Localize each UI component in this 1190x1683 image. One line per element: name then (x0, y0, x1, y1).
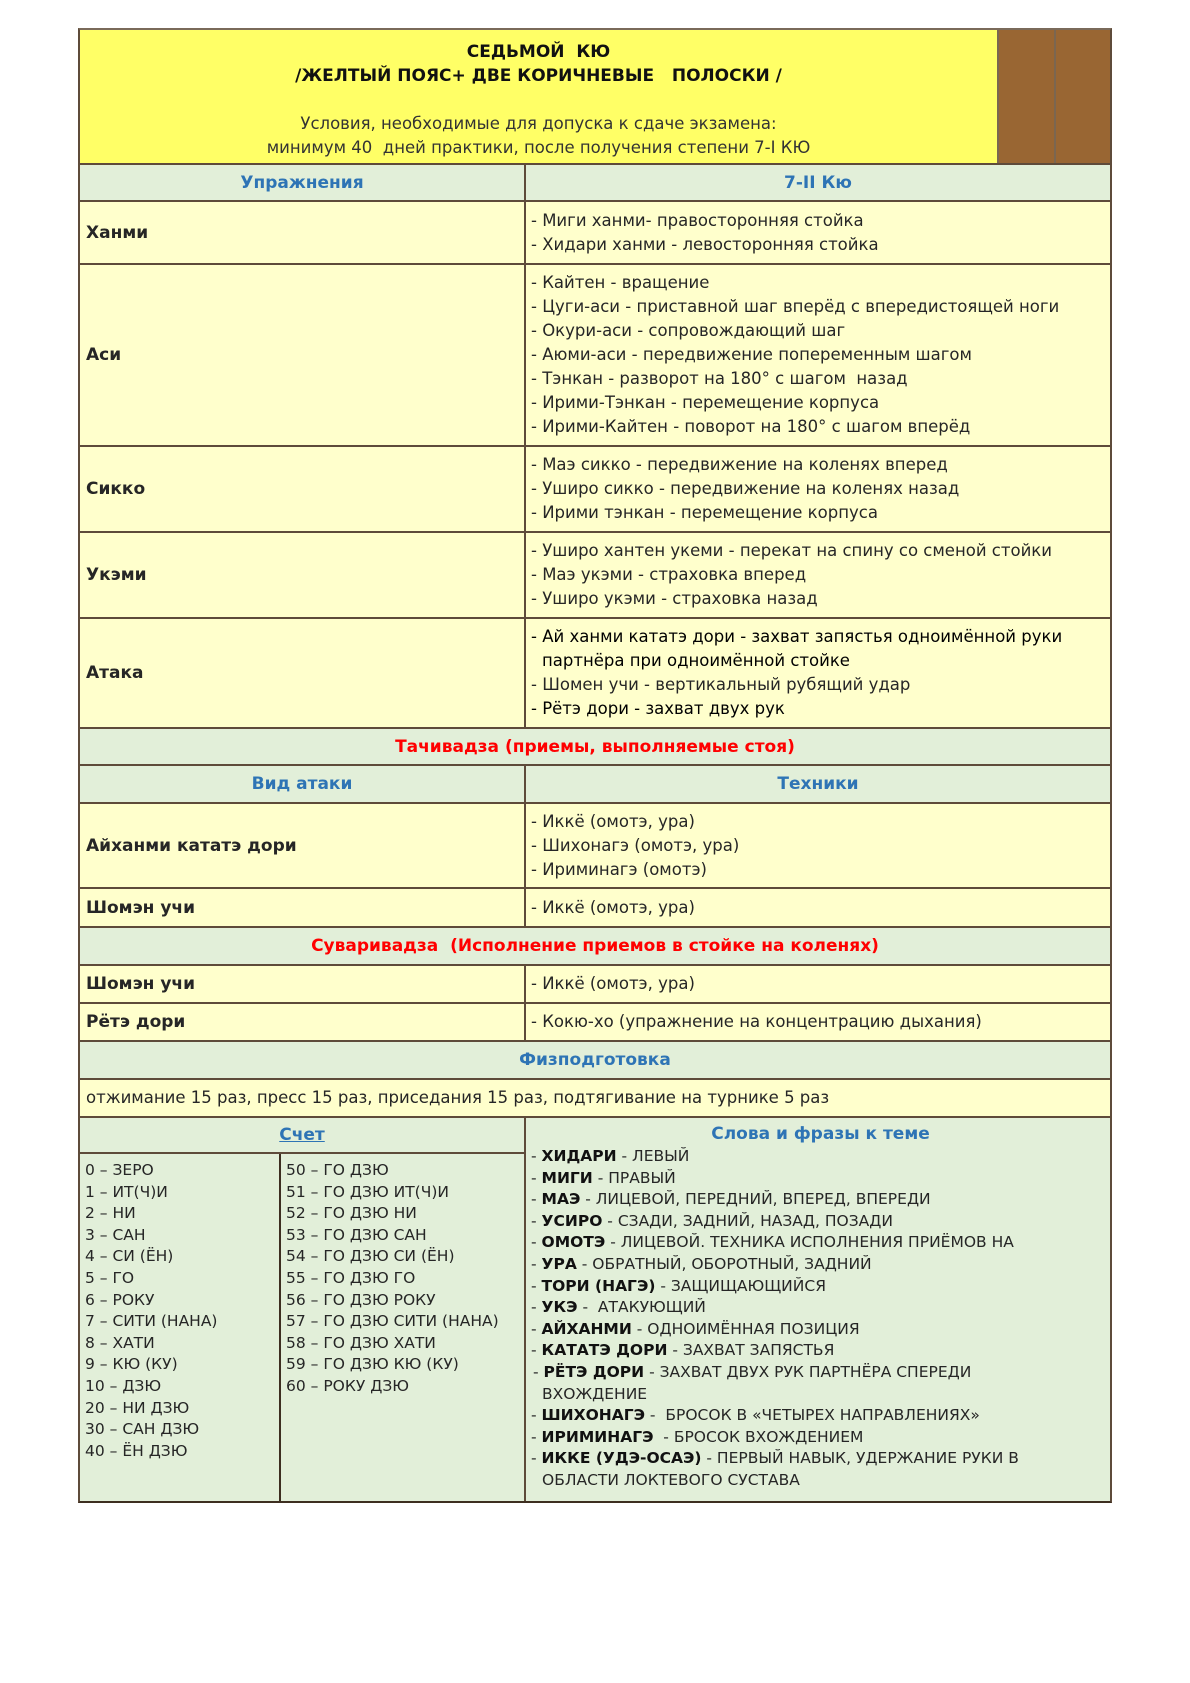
vocab-term: УКЭ (541, 1298, 578, 1317)
row-item: - Рётэ дори - захват двух рук (531, 699, 785, 718)
count-item: 8 – ХАТИ (85, 1333, 155, 1352)
count-item: 58 – ГО ДЗЮ ХАТИ (286, 1333, 436, 1352)
table-row (80, 447, 1110, 533)
count-item: 40 – ЁН ДЗЮ (85, 1441, 188, 1460)
count-item: 2 – НИ (85, 1204, 136, 1223)
row-label: Ханми (86, 222, 149, 243)
section-header-tachiwaza (80, 729, 1110, 766)
row-item: - Шихонагэ (омотэ, ура) (531, 835, 740, 855)
vocab-item: - АЙХАНМИ - ОДНОИМЁННАЯ ПОЗИЦИЯ (531, 1319, 860, 1338)
table-row (80, 804, 1110, 889)
row-item: - Иккё (омотэ, ура) (531, 897, 695, 917)
vocab-def: - СЗАДИ, ЗАДНИЙ, НАЗАД, ПОЗАДИ (602, 1211, 893, 1230)
vocabulary-title: Слова и фразы к теме (711, 1124, 930, 1144)
exam-requirements-table (78, 28, 1112, 1503)
row-item: - Ай ханми кататэ дори - захват запястья одноимённой руки (531, 627, 1063, 646)
row-item: - Шомен учи - вертикальный рубящий удар (531, 675, 911, 694)
table-row (80, 966, 1110, 1004)
row-label: Аси (86, 345, 122, 365)
row-item: - Уширо хантен укеми - перекат на спину со сменой стойки (531, 541, 1052, 560)
vocab-term: УСИРО (541, 1211, 603, 1230)
vocab-def: - ЗАХВАТ ДВУХ РУК ПАРТНЁРА СПЕРЕДИ (644, 1362, 972, 1381)
conditions-line-2: минимум 40 дней практики, после получения степени 7-I КЮ (266, 138, 811, 157)
counting-title: Счет (279, 1125, 325, 1145)
row-item: - Тэнкан - разворот на 180° с шагом назад (531, 369, 908, 388)
tachiwaza-columns-row (80, 766, 1110, 804)
count-item: 4 – СИ (ЁН) (85, 1247, 174, 1266)
vocab-term: МАЭ (541, 1190, 581, 1209)
vocab-term: ХИДАРИ (541, 1147, 617, 1165)
section-header-suwariwaza (80, 928, 1110, 966)
vocab-term: ИККЕ (УДЭ-ОСАЭ) (541, 1449, 702, 1468)
exercises-header-row (80, 165, 1110, 202)
row-item: - Ирими-Кайтен - поворот на 180° с шагом вперёд (531, 417, 971, 436)
row-label: Атака (86, 663, 144, 683)
vocab-item: - РЁТЭ ДОРИ - ЗАХВАТ ДВУХ РУК ПАРТНЁРА СПЕРЕДИ (533, 1362, 972, 1381)
vocabulary-section (526, 1118, 1110, 1501)
count-item: 55 – ГО ДЗЮ ГО (286, 1268, 416, 1287)
column-header-techniques: Техники (777, 774, 859, 794)
vocab-term: РЁТЭ ДОРИ (543, 1362, 645, 1381)
table-row (80, 265, 1110, 447)
vocab-def: - ПРАВЫЙ (592, 1168, 676, 1187)
vocab-term: ИРИМИНАГЭ (541, 1427, 654, 1446)
vocab-def: - ЗАЩИЩАЮЩИЙСЯ (655, 1276, 826, 1295)
count-item: 9 – КЮ (КУ) (85, 1355, 178, 1374)
column-header-rank: 7-II Кю (784, 172, 852, 193)
count-item: 59 – ГО ДЗЮ КЮ (КУ) (286, 1355, 459, 1374)
row-label: Шомэн учи (86, 897, 195, 918)
vocab-term: КАТАТЭ ДОРИ (541, 1341, 668, 1360)
brown-stripe-1 (997, 30, 1054, 163)
vocab-item: - ТОРИ (НАГЭ) - ЗАЩИЩАЮЩИЙСЯ (531, 1276, 826, 1295)
column-header-exercises: Упражнения (240, 172, 364, 193)
vocab-def: - ЛИЦЕВОЙ. ТЕХНИКА ИСПОЛНЕНИЯ ПРИЁМОВ НА (605, 1233, 1014, 1252)
vocab-item-continuation: ВХОЖДЕНИЕ (542, 1384, 648, 1403)
vocab-item: - МАЭ - ЛИЦЕВОЙ, ПЕРЕДНИЙ, ВПЕРЕД, ВПЕРЕДИ (531, 1190, 931, 1209)
physical-requirements-text: отжимание 15 раз, пресс 15 раз, приседания 15 раз, подтягивание на турнике 5 раз (86, 1088, 830, 1107)
table-row (80, 533, 1110, 619)
count-item: 0 – ЗЕРО (85, 1161, 154, 1179)
count-item: 51 – ГО ДЗЮ ИТ(Ч)И (286, 1182, 449, 1201)
row-item: - Ириминагэ (омотэ) (531, 859, 707, 879)
vocab-def: - ЗАХВАТ ЗАПЯСТЬЯ (667, 1341, 835, 1360)
vocab-item: - УСИРО - СЗАДИ, ЗАДНИЙ, НАЗАД, ПОЗАДИ (531, 1211, 893, 1230)
vocab-term: МИГИ (541, 1168, 593, 1187)
count-item: 52 – ГО ДЗЮ НИ (286, 1204, 417, 1223)
section-title: Физподготовка (519, 1050, 671, 1070)
row-item: - Маэ сикко - передвижение на коленях вперед (531, 455, 948, 474)
counting-section (80, 1118, 526, 1501)
vocab-item: - ОМОТЭ - ЛИЦЕВОЙ. ТЕХНИКА ИСПОЛНЕНИЯ ПРИЁМОВ НА (531, 1233, 1014, 1252)
vocab-term: ШИХОНАГЭ (541, 1406, 645, 1425)
row-item: партнёра при одноимённой стойке (542, 651, 850, 670)
rank-title: СЕДЬМОЙ КЮ (466, 42, 611, 62)
count-item: 60 – РОКУ ДЗЮ (286, 1376, 410, 1395)
vocab-item: - МИГИ - ПРАВЫЙ (531, 1168, 676, 1187)
table-row (80, 889, 1110, 928)
row-item: - Иккё (омотэ, ура) (531, 974, 695, 993)
count-item: 10 – ДЗЮ (85, 1376, 162, 1395)
vocab-def: - БРОСОК ВХОЖДЕНИЕМ (653, 1427, 864, 1446)
row-item: - Цуги-аси - приставной шаг вперёд с впередистоящей ноги (531, 297, 1060, 316)
row-item: - Миги ханми- правосторонняя стойка (531, 210, 864, 230)
vocab-item: - ИККЕ (УДЭ-ОСАЭ) - ПЕРВЫЙ НАВЫК, УДЕРЖАНИЕ РУКИ В (531, 1449, 1019, 1468)
row-label: Укэми (86, 565, 147, 585)
count-item: 53 – ГО ДЗЮ САН (286, 1225, 427, 1244)
row-item: - Маэ укэми - страховка вперед (531, 565, 807, 584)
count-item: 30 – САН ДЗЮ (85, 1420, 200, 1439)
count-item: 56 – ГО ДЗЮ РОКУ (286, 1290, 436, 1309)
count-item: 50 – ГО ДЗЮ (286, 1161, 389, 1179)
vocab-item: - ХИДАРИ - ЛЕВЫЙ (531, 1147, 690, 1165)
table-row (80, 619, 1110, 729)
vocab-def: - ОБРАТНЫЙ, ОБОРОТНЫЙ, ЗАДНИЙ (576, 1254, 872, 1273)
table-row (80, 1004, 1110, 1042)
vocab-def: - БРОСОК В «ЧЕТЫРЕХ НАПРАВЛЕНИЯХ» (645, 1406, 980, 1425)
row-item: - Уширо укэми - страховка назад (531, 589, 818, 608)
belt-description: /ЖЕЛТЫЙ ПОЯС+ ДВЕ КОРИЧНЕВЫЕ ПОЛОСКИ / (295, 66, 782, 86)
row-label: Айханми кататэ дори (86, 835, 297, 856)
row-item: - Уширо сикко - передвижение на коленях назад (531, 479, 960, 498)
conditions-line-1: Условия, необходимые для допуска к сдаче экзамена: (300, 114, 777, 133)
count-item: 5 – ГО (85, 1268, 135, 1287)
vocab-def: - АТАКУЮЩИЙ (577, 1298, 706, 1317)
counting-column-1 (80, 1154, 281, 1501)
counting-column-2 (281, 1154, 524, 1501)
brown-stripe-2 (1054, 30, 1110, 163)
vocab-item: - УКЭ - АТАКУЮЩИЙ (531, 1298, 706, 1317)
row-item: - Ирими-Тэнкан - перемещение корпуса (531, 393, 880, 412)
vocab-item: - УРА - ОБРАТНЫЙ, ОБОРОТНЫЙ, ЗАДНИЙ (531, 1254, 872, 1273)
section-title: Тачивадза (приемы, выполняемые стоя) (395, 736, 795, 757)
vocab-item: - ШИХОНАГЭ - БРОСОК В «ЧЕТЫРЕХ НАПРАВЛЕНИЯХ» (531, 1406, 980, 1425)
vocab-def: - ЛЕВЫЙ (616, 1147, 690, 1165)
vocab-def: - ЛИЦЕВОЙ, ПЕРЕДНИЙ, ВПЕРЕД, ВПЕРЕДИ (580, 1190, 931, 1209)
row-item: - Иккё (омотэ, ура) (531, 811, 695, 831)
table-row (80, 202, 1110, 265)
row-item: - Хидари ханми - левосторонняя стойка (531, 234, 879, 254)
count-item: 7 – СИТИ (НАНА) (85, 1312, 218, 1331)
vocab-item-continuation: ОБЛАСТИ ЛОКТЕВОГО СУСТАВА (542, 1470, 800, 1489)
vocab-def: - ОДНОИМЁННАЯ ПОЗИЦИЯ (631, 1319, 860, 1338)
count-item: 1 – ИТ(Ч)И (85, 1182, 168, 1201)
count-item: 6 – РОКУ (85, 1290, 155, 1309)
count-item: 3 – САН (85, 1225, 146, 1244)
row-label: Шомэн учи (86, 974, 195, 994)
vocab-def: - ПЕРВЫЙ НАВЫК, УДЕРЖАНИЕ РУКИ В (701, 1449, 1019, 1468)
vocab-term: ТОРИ (НАГЭ) (541, 1276, 656, 1295)
rank-header (80, 30, 1110, 165)
counting-and-vocabulary (80, 1118, 1110, 1501)
vocab-term: УРА (541, 1254, 577, 1273)
row-label: Рётэ дори (86, 1012, 186, 1032)
vocab-term: ОМОТЭ (541, 1233, 606, 1252)
vocab-item: - КАТАТЭ ДОРИ - ЗАХВАТ ЗАПЯСТЬЯ (531, 1341, 835, 1360)
count-item: 57 – ГО ДЗЮ СИТИ (НАНА) (286, 1312, 499, 1331)
rank-header-text (80, 30, 997, 163)
physical-requirements-row (80, 1080, 1110, 1118)
row-label: Сикко (86, 479, 146, 499)
row-item: - Кокю-хо (упражнение на концентрацию дыхания) (531, 1012, 982, 1031)
count-item: 54 – ГО ДЗЮ СИ (ЁН) (286, 1247, 455, 1266)
row-item: - Окури-аси - сопровождающий шаг (531, 321, 846, 340)
row-item: - Ирими тэнкан - перемещение корпуса (531, 503, 878, 522)
section-title: Суваривадза (Исполнение приемов в стойке на коленях) (311, 936, 879, 956)
section-header-physical (80, 1042, 1110, 1080)
row-item: - Кайтен - вращение (531, 273, 710, 292)
vocab-item: - ИРИМИНАГЭ - БРОСОК ВХОЖДЕНИЕМ (531, 1427, 864, 1446)
count-item: 20 – НИ ДЗЮ (85, 1398, 190, 1417)
row-item: - Аюми-аси - передвижение попеременным шагом (531, 345, 972, 364)
column-header-attack-type: Вид атаки (251, 774, 353, 794)
vocab-term: АЙХАНМИ (541, 1319, 632, 1338)
